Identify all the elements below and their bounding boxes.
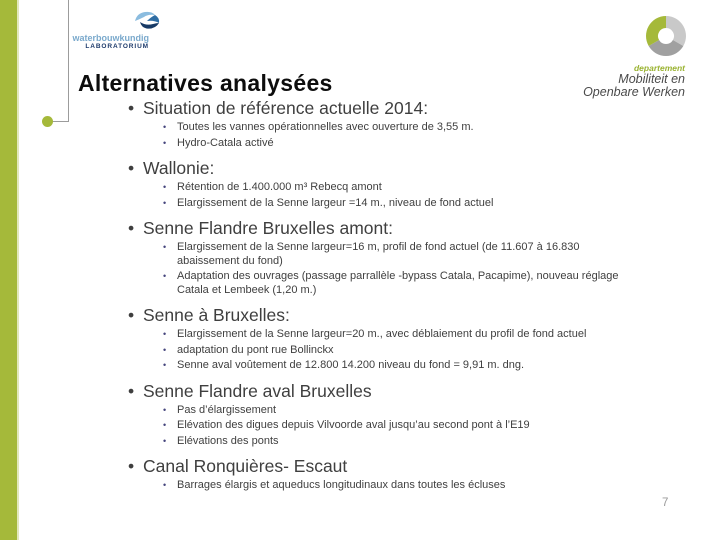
section-title: • Senne Flandre aval Bruxelles [128,381,662,401]
logo-text-mobiliteit: Mobiliteit en [618,72,685,86]
list-item: • Elargissement de la Senne largeur=16 m, profil de fond actuel (de 11.607 à 16.830 abaissement du fond) [161,241,633,268]
section-items [128,479,633,493]
section-wallonie [128,158,662,210]
section-situation-reference [128,98,662,150]
section-senne-a-bruxelles [128,305,662,373]
section-title: • Senne à Bruxelles: [128,305,662,325]
section-title: • Wallonie: [128,158,662,178]
page-number: 7 [662,497,669,509]
logo-text-waterbouwkundig: waterbouwkundig [72,33,149,43]
section-canal-ronquieres-escaut [128,456,662,493]
list-item: • Barrages élargis et aqueducs longitudinaux dans toutes les écluses [161,479,633,493]
section-items [128,241,633,297]
section-senne-flandre-bruxelles-amont [128,218,662,297]
section-title: • Canal Ronquières- Escaut [128,456,662,476]
list-item: • Elévation des digues depuis Vilvoorde aval jusqu’au second pont à l’E19 [161,419,633,433]
slide-content [128,94,662,501]
pinwheel-icon [642,12,690,60]
logo-text-laboratorium: LABORATORIUM [85,43,149,50]
section-title: • Situation de référence actuelle 2014: [128,98,662,118]
list-item: • Toutes les vannes opérationnelles avec ouverture de 3,55 m. [161,121,633,135]
accent-bar-edge [17,0,19,540]
list-item: • Elargissement de la Senne largeur =14 m., niveau de fond actuel [161,197,633,211]
list-item: • Elargissement de la Senne largeur=20 m., avec déblaiement du profil de fond actuel [161,328,633,342]
list-item: • Elévations des ponts [161,435,633,449]
list-item: • adaptation du pont rue Bollinckx [161,344,633,358]
slide-title: Alternatives analysées [78,70,333,97]
section-items [128,181,633,210]
list-item: • Adaptation des ouvrages (passage parrallèle -bypass Catala, Pacapime), nouveau réglage Catala et Lembeek (1,20 m.) [161,270,633,297]
logo-text-departement: departement [633,63,685,73]
list-item: • Hydro-Catala activé [161,137,633,151]
accent-dot [42,116,53,127]
list-item: • Senne aval voûtement de 12.800 14.200 niveau du fond = 9,91 m. dng. [161,359,633,373]
wave-swirl-icon [134,10,162,32]
section-items [128,328,633,373]
section-items [128,404,633,449]
mow-logo [550,10,690,102]
section-title: • Senne Flandre Bruxelles amont: [128,218,662,238]
decorative-vertical-line [68,0,69,121]
decorative-connector-line [52,121,69,122]
logo-text-openbare-werken: Openbare Werken [583,85,685,99]
section-senne-flandre-aval-bruxelles [128,381,662,449]
list-item: • Rétention de 1.400.000 m³ Rebecq amont [161,181,633,195]
waterbouwkundig-logo [72,8,164,52]
section-items [128,121,633,150]
accent-bar [0,0,17,540]
list-item: • Pas d’élargissement [161,404,633,418]
